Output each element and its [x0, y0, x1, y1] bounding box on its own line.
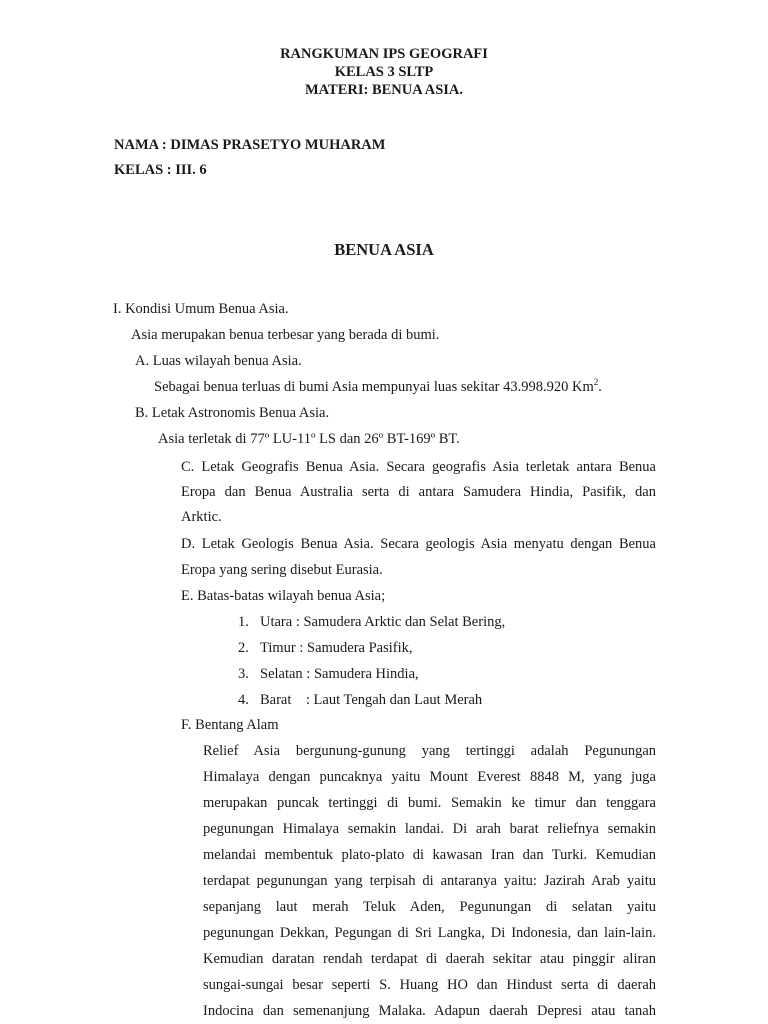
- section-heading: I. Kondisi Umum Benua Asia.: [113, 301, 289, 317]
- border-item: [238, 691, 482, 709]
- subsection-d-line: Eropa yang sering disebut Eurasia.: [181, 562, 383, 578]
- doc-header-class: KELAS 3 SLTP: [334, 64, 434, 80]
- landform-paragraph-line: Indocina dan semenanjung Malaka. Adapun daerah Depresi atau tanah: [203, 1003, 656, 1019]
- border-item-text: Timur : Samudera Pasifik,: [260, 640, 413, 656]
- landform-paragraph-line: terdapat pegunungan yang terpisah di antaranya yaitu: Jazirah Arab yaitu: [203, 873, 656, 889]
- subsection-d-line: D. Letak Geologis Benua Asia. Secara geologis Asia menyatu dengan Benua: [181, 536, 656, 552]
- area-unit-exponent: 2: [593, 377, 599, 387]
- border-item: [238, 665, 419, 683]
- border-item-text: Selatan : Samudera Hindia,: [260, 666, 419, 682]
- landform-paragraph-line: merupakan puncak tertinggi di bumi. Semakin ke timur dan tenggara: [203, 795, 656, 811]
- subsection-e-heading: E. Batas-batas wilayah benua Asia;: [181, 588, 386, 604]
- landform-paragraph-line: Relief Asia bergunung-gunung yang tertinggi adalah Pegunungan: [203, 743, 656, 759]
- doc-title: BENUA ASIA: [334, 240, 434, 259]
- doc-header-subject: MATERI: BENUA ASIA.: [304, 82, 464, 98]
- area-text: Sebagai benua terluas di bumi Asia mempunyai luas sekitar 43.998.920 Km: [154, 379, 594, 395]
- landform-paragraph-line: Kemudian daratan rendah terdapat di daerah sekitar atau pinggir aliran: [203, 951, 656, 967]
- subsection-c-line: Eropa dan Benua Australia serta di antara Samudera Hindia, Pasifik, dan: [181, 484, 656, 500]
- doc-header-title: RANGKUMAN IPS GEOGRAFI: [280, 46, 488, 62]
- subsection-a-heading: A. Luas wilayah benua Asia.: [135, 353, 302, 369]
- border-item: [238, 639, 413, 657]
- landform-paragraph-line: melandai membentuk plato-plato di kawasan Iran dan Turki. Kemudian: [203, 847, 656, 863]
- border-item-text: Barat : Laut Tengah dan Laut Merah: [260, 692, 483, 708]
- subsection-b-text: Asia terletak di 77º LU-11º LS dan 26º BT-169º BT.: [158, 431, 460, 447]
- landform-paragraph-line: Himalaya dengan puncaknya yaitu Mount Everest 8848 M, yang juga: [203, 769, 656, 785]
- landform-paragraph-line: sungai-sungai besar seperti S. Huang HO dan Hindust serta di daerah: [203, 977, 656, 993]
- section-intro: Asia merupakan benua terbesar yang berada di bumi.: [131, 327, 440, 343]
- landform-paragraph-line: pegunungan Dekkan, Pegungan di Sri Langka, Di Indonesia, dan lain-lain.: [203, 925, 656, 941]
- border-item-number: 2.: [238, 640, 249, 656]
- border-item-number: 4.: [238, 692, 249, 708]
- border-item-number: 1.: [238, 614, 249, 630]
- border-item-number: 3.: [238, 666, 249, 682]
- landform-paragraph-line: sepanjang laut merah Teluk Aden, Pegunungan di selatan yaitu: [203, 899, 656, 915]
- subsection-f-heading: F. Bentang Alam: [181, 717, 279, 733]
- border-item: [238, 613, 505, 631]
- area-text-tail: .: [598, 379, 602, 395]
- student-name: NAMA : DIMAS PRASETYO MUHARAM: [114, 137, 386, 153]
- subsection-b-heading: B. Letak Astronomis Benua Asia.: [135, 405, 330, 421]
- subsection-c-line: C. Letak Geografis Benua Asia. Secara geografis Asia terletak antara Benua: [181, 459, 656, 475]
- student-class: KELAS : III. 6: [114, 162, 207, 178]
- subsection-c-line: Arktic.: [181, 509, 222, 525]
- border-item-text: Utara : Samudera Arktic dan Selat Bering,: [260, 614, 506, 630]
- landform-paragraph-line: pegunungan Himalaya semakin landai. Di arah barat reliefnya semakin: [203, 821, 656, 837]
- subsection-a-text: [154, 378, 602, 396]
